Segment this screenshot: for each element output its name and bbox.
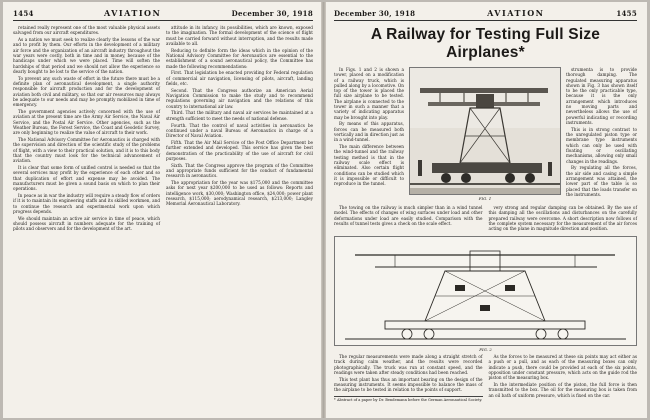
left-page — [3, 2, 321, 418]
left-page-number: 1454 — [13, 9, 34, 18]
right-upper-section — [334, 67, 637, 203]
article-title: A Railway for Testing Full Size Airplanes* — [370, 26, 601, 61]
paragraph: To prevent any such waste of effort in the future there must be a definite plan of aeronautical development, a single authority responsible for aircraft production and for the development of aviation both civil and military, so that our air resources may always be adequate to our needs and may be promptly mobilized in time of emergency. — [13, 75, 160, 108]
paragraph: Sixth. That the Congress approve the program of the Committee and appropriate funds sufficient for the conduct of fundamental research in aeronautics. — [166, 162, 313, 179]
right-running-head — [334, 8, 637, 21]
left-date: December 30, 1918 — [231, 9, 313, 18]
middle-text-left — [334, 205, 483, 233]
paragraph: Second. That the Congress authorize an American Aerial Navigation Commission to make the study and to recommend regulations governing air navigation and the relations of this country to international air law. — [166, 87, 313, 109]
paragraph: In peace as in war the industry will require a steady flow of orders if it is to maintain its engineering staffs and its skilled workmen, and to continue the research and experimental work upon which progress depends. — [13, 192, 160, 214]
middle-text-right — [489, 205, 638, 233]
figure-2-diagram — [334, 236, 637, 346]
paragraph: retained really represent one of the most valuable physical assets salvaged from our aircraft expenditures. — [13, 25, 160, 36]
figure-1-caption: FIG. 1 — [478, 196, 492, 201]
paragraph: By means of this apparatus, forces can be measured both vertically and in direction just as in a wind-tunnel. — [334, 121, 404, 143]
left-magazine-name: AVIATION — [104, 8, 162, 18]
paragraph: The towing on the railway is much simpler than in a wind tunnel model. The effects of changes of wing surfaces under load and other deformations under load are easily studied. Comparison with the results of tunnel tests gives a check on the scale effect. — [334, 205, 483, 226]
paragraph: It is clear that some form of unified control is needed so that the several services may profit by the experience of each other and so that duplication of effort and expense may be avoided. The manufacturers must be given a sound basis on which to plan their operations. — [13, 164, 160, 192]
right-lower-columns — [334, 354, 637, 402]
paragraph: The appropriation for the year was $175,000 and the committee asks for next year $200,000 to be used as follows: Reports and intelligence work, $30,000; Washington office, $24,000; power plant research, $115,000; aerodynamical research, $213,000; Langley Memorial Aeronautical Laboratory. — [166, 180, 313, 207]
paragraph: strumenta is to provide thorough damping. The regulated measuring apparatus shown in Fig. 3 has shown itself to be the only practicable type, because it is the only arrangement which introduces no moving parts and nevertheless allows the use of powerful indicating or recording instruments. — [566, 67, 637, 125]
left-columns — [13, 25, 313, 233]
left-column-1 — [13, 25, 160, 233]
paragraph: In Figs. 1 and 2 is shown a tower, placed on a modification of a railway truck, which is pulled along by a locomotive. On top of the tower is placed the full size airplane to be tested. The airplane is connected to the tower in such a manner that a variety of indicating apparatus may be brought into play. — [334, 67, 404, 120]
paragraph: Fifth. That the Air Mail Service of the Post Office Department be further extended and developed. This service has given the best demonstration of the practicability of the use of aircraft for civil purposes. — [166, 139, 313, 161]
paragraph: In the intermediate position of the piston, the full force is then transmitted to the box. The oil for the measuring box is taken from an oil bath of uniform pressure, which is fixed on the car. — [488, 381, 637, 398]
right-lower-column-2 — [489, 354, 638, 402]
measuring-apparatus-drawing — [335, 237, 636, 346]
paragraph: This test plant has thus an important bearing on the design of the measuring instruments. It seems impossible to balance the mass of the airplane to be tested in relation to the points of support. — [334, 376, 483, 393]
paragraph: Fourth. That the control of naval activities in aeronautics be continued under a naval Bureau of Aeronautics in charge of a Director of Naval Aviation. — [166, 122, 313, 139]
right-side-column — [566, 67, 637, 203]
footnote: * Abstract of a paper by Dr. Bendemann before the German Aeronautical Society. — [334, 397, 483, 402]
right-magazine-name: AVIATION — [487, 8, 545, 18]
paragraph: As a nation we must seek to realize clearly the lessons of the war and to profit by them. Our efforts in the development of a military air force and the organization of an aircraft industry throughout the war years were costly, both in time and in money, because of the handicaps under which we were placed. Time will soften the hardships of that period and we should not allow the experience so dearly bought to be lost to the service of the nation. — [13, 37, 160, 74]
paragraph: The government agencies actively concerned with the use of aviation at the present time are the Army Air Service, the Naval Air Service, and the Postal Air Service. Other agencies, such as the Weather Bureau, the Forest Service, the Coast and Geodetic Survey, are only beginning to realize the value of aircraft to their work. — [13, 108, 160, 136]
paragraph: First. That legislation be enacted providing for Federal regulation of commercial air navigation, licensing of pilots, aircraft, landing fields, etc. — [166, 70, 313, 86]
paragraph: The regular measurements were made along a straight stretch of track during calm weather, and the results were recorded photographically. The truck was run at constant speed, and the readings were taken after steady conditions had been reached. — [334, 353, 483, 375]
paragraph: This is in strong contrast to the unregulated piston type or membrane type instruments which can only be used with floating or oscillating mechanisms, allowing only small changes in the readings. — [566, 126, 637, 164]
paragraph: attitude in its infancy, its possibilities, which are known, exposed to the imagination. The formal development of the science of flight must be carried forward without interruption, and the results made available to all. — [166, 25, 313, 46]
figure-1-photo — [409, 67, 561, 195]
figure-1-block — [409, 67, 561, 203]
right-middle-text — [334, 205, 637, 233]
right-page — [326, 2, 647, 418]
paragraph: As the forces to be measured at these six points may act either as a push or a pull, and as each of the measuring boxes can only indicate a push, there could be provided at each of the six points, opposition under constant pressure, which acts on the guide rod the piston of the measuring box. — [488, 353, 637, 381]
left-column-2 — [166, 25, 313, 233]
right-date: December 30, 1918 — [334, 9, 416, 18]
figure-2-caption: FIG. 2 — [479, 346, 492, 352]
right-intro-column — [334, 67, 404, 203]
paragraph: Reducing to definite form the ideas which in the opinion of the National Advisory Committee for Aeronautics are essential to the establishment of a sound aeronautical policy, the Committee has made the following recommendations: — [166, 47, 313, 69]
paragraph: very strong and regular damping can be obtained. By the use of this damping all the oscillations and disturbances on the carefully prepared railway were overcome. A short description now follows of the complete system necessary for the measurement of the air forces acting on the plane in magnitude direction and position. — [488, 205, 637, 232]
paragraph: The main difference between the wind-tunnel and the railway testing method is that in the railway scale effect is eliminated. Also certain flight conditions can be studied which it is impossible or difficult to reproduce in the tunnel. — [334, 144, 404, 187]
paragraph: Third. That the military and naval air services be maintained at a strength sufficient to meet the needs of national defense. — [166, 110, 313, 121]
paragraph: By regulating all the forces, the air side and casing a simple arrangement was attained, the lower part of the table is so placed that the loads transfer on the instruments. — [566, 165, 637, 197]
left-running-head — [13, 8, 313, 21]
paragraph: The National Advisory Committee for Aeronautics is charged with the supervision and direction of the scientific study of the problems of flight, with a view to their practical solution, and it is to this body that the country must look for the technical advancement of aviation. — [13, 136, 160, 164]
right-page-number: 1455 — [616, 9, 637, 18]
paragraph: We should maintain an active air service in time of peace, which should possess aircraft in numbers adequate for the training of pilots and observers and for the development of the art. — [13, 215, 160, 232]
railway-test-tower-illustration — [410, 68, 560, 195]
right-lower-column-1 — [334, 354, 483, 402]
